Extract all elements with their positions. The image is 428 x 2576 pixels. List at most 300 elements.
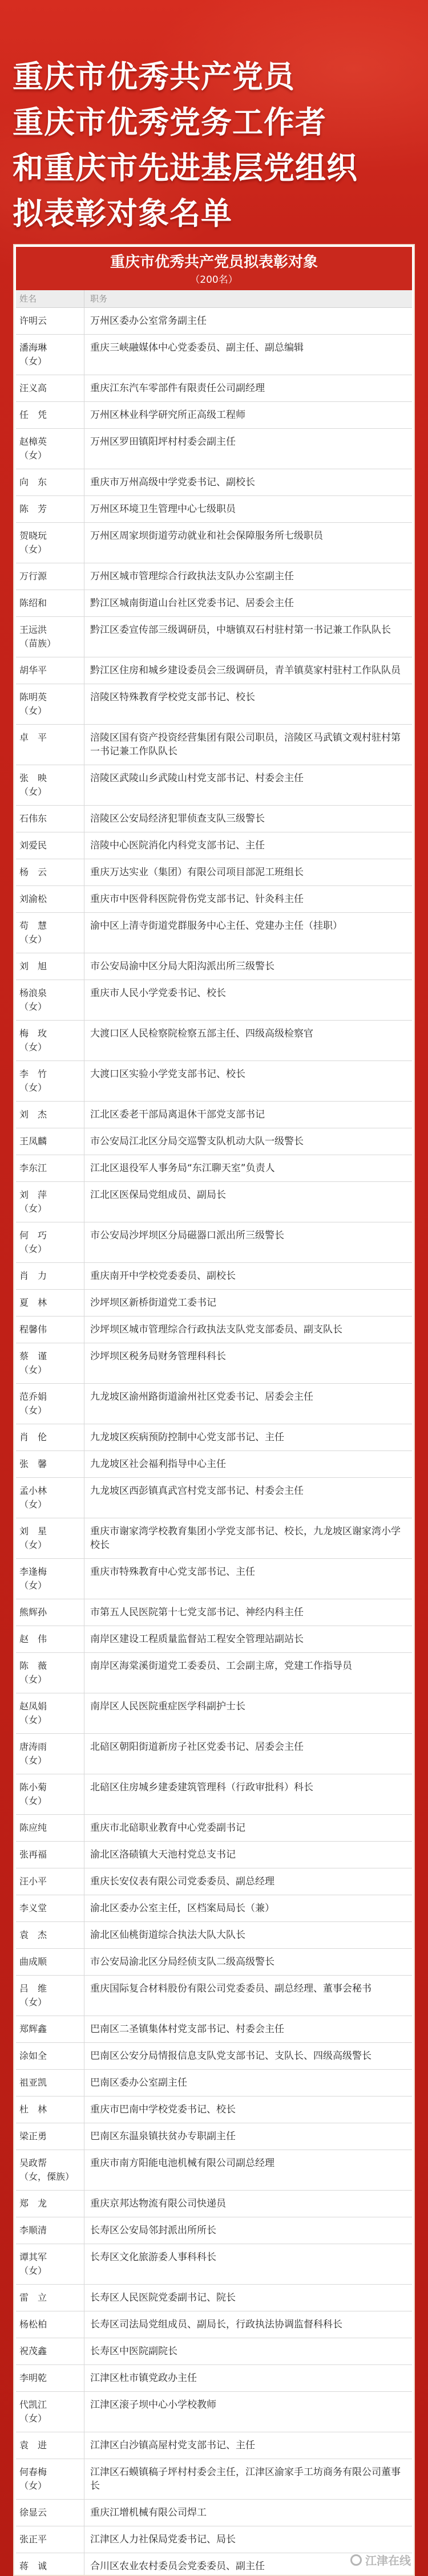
name-cell — [16, 2070, 84, 2096]
position-cell: 重庆国际复合材料股份有限公司党委委员、副总经理、董事会秘书 — [90, 1983, 372, 1994]
person-name: 潘海琳 — [19, 342, 47, 353]
name-cell — [16, 590, 84, 616]
table-row — [16, 1922, 412, 1949]
title-line: 拟表彰对象名单 — [13, 196, 232, 231]
person-name: 刘 星 — [19, 1526, 47, 1537]
position-cell: 涪陵区国有资产投资经营集团有限公司职员，涪陵区马武镇文观村驻村第一书记兼工作队队长 — [90, 732, 401, 757]
position-cell: 市第五人民医院第十七党支部书记、神经内科主任 — [90, 1607, 304, 1618]
person-name: 陈 芳 — [19, 503, 47, 514]
position-cell: 大渡口区实验小学党支部书记、校长 — [90, 1068, 245, 1080]
person-name: 谭其军 — [19, 2252, 47, 2262]
name-cell — [16, 2150, 84, 2190]
name-cell — [16, 1599, 84, 1626]
position-cell: 涪陵区特殊教育学校党支部书记、校长 — [90, 692, 255, 703]
name-cell — [16, 2043, 84, 2069]
table-row — [16, 1868, 412, 1895]
person-name: 万行源 — [19, 571, 47, 582]
position-cell: 北碚区住房城乡建委建筑管理科（行政审批科）科长 — [90, 1782, 313, 1793]
name-cell — [16, 1478, 84, 1518]
name-cell — [16, 2459, 84, 2499]
table-row — [16, 2285, 412, 2311]
position-cell: 南岸区人民医院重症医学科副护士长 — [90, 1701, 245, 1712]
person-name: 陈小菊 — [19, 1782, 47, 1793]
name-cell — [16, 1815, 84, 1841]
position-cell: 市公安局渝北区分局经侦支队二级高级警长 — [90, 1956, 274, 1968]
table-row — [16, 1949, 412, 1976]
person-name: 雷 立 — [19, 2292, 47, 2303]
name-cell — [16, 308, 84, 334]
person-name: 刘 萍 — [19, 1189, 47, 1200]
person-name: 孟小林 — [19, 1485, 47, 1496]
person-tag: （女） — [19, 934, 47, 945]
position-cell: 合川区农业农村委员会党委委员、副主任 — [90, 2561, 265, 2572]
name-cell — [16, 657, 84, 684]
person-name: 唐涛雨 — [19, 1741, 47, 1752]
table-row — [16, 375, 412, 402]
name-cell — [16, 2432, 84, 2459]
position-cell: 九龙坡区渝州路街道渝州社区党委书记、居委会主任 — [90, 1391, 313, 1403]
position-cell: 重庆市巴南中学校党委书记、校长 — [90, 2104, 236, 2115]
table-row — [16, 1451, 412, 1478]
position-cell: 重庆市人民小学党委书记、校长 — [90, 988, 226, 999]
person-tag: （女） — [19, 1795, 47, 1806]
table-body — [16, 308, 412, 2576]
position-cell: 沙坪坝区税务局财务管理科科长 — [90, 1351, 226, 1362]
section-count: （200名） — [190, 274, 238, 286]
table-row — [16, 765, 412, 806]
position-cell: 长寿区文化旅游委人事科科长 — [90, 2252, 216, 2263]
person-name: 杨松柏 — [19, 2319, 47, 2330]
person-name: 王远洪 — [19, 624, 47, 635]
table-row — [16, 1343, 412, 1384]
person-tag: （女） — [19, 2413, 47, 2424]
person-name: 任 凭 — [19, 409, 47, 420]
person-name: 许明云 — [19, 315, 47, 326]
position-cell: 重庆万达实业（集团）有限公司项目部泥工班组长 — [90, 867, 304, 878]
position-cell: 沙坪坝区城市管理综合行政执法支队党支部委员、副支队长 — [90, 1324, 342, 1335]
table-row — [16, 832, 412, 859]
person-name: 苟 慧 — [19, 920, 47, 931]
person-name: 杨 云 — [19, 867, 47, 877]
person-tag: （女） — [19, 1244, 47, 1254]
position-cell: 黔江区城南街道山台社区党委书记、居委会主任 — [90, 598, 294, 609]
name-cell — [16, 1626, 84, 1652]
person-name: 曲成顺 — [19, 1956, 47, 1967]
name-cell — [16, 375, 84, 401]
name-cell — [16, 1155, 84, 1181]
person-name: 王凤麟 — [19, 1136, 47, 1147]
position-cell: 长寿区人民医院党委副书记、院长 — [90, 2292, 236, 2303]
title-line: 重庆市优秀党务工作者 — [13, 104, 326, 140]
position-cell: 涪陵中心医院消化内科党支部书记、主任 — [90, 840, 265, 851]
name-cell — [16, 859, 84, 885]
name-cell — [16, 1384, 84, 1424]
table-row — [16, 1384, 412, 1424]
name-cell — [16, 913, 84, 953]
name-cell — [16, 563, 84, 590]
position-cell: 黔江区住房和城乡建设委员会三级调研员，青羊镇莫家村驻村工作队队员 — [90, 665, 401, 676]
person-name: 赵凤娟 — [19, 1701, 47, 1712]
person-name: 卓 平 — [19, 732, 47, 743]
watermark-icon — [350, 2554, 362, 2566]
position-cell: 市公安局江北区分局交巡警支队机动大队一级警长 — [90, 1136, 304, 1147]
table-row — [16, 1815, 412, 1842]
person-name: 李东江 — [19, 1163, 47, 1173]
position-cell: 渝北区洛碛镇大天池村党总支书记 — [90, 1849, 236, 1860]
person-name: 肖 伦 — [19, 1432, 47, 1443]
name-cell — [16, 1451, 84, 1477]
position-cell: 重庆市万州高级中学党委书记、副校长 — [90, 477, 255, 488]
person-name: 祖亚凯 — [19, 2077, 47, 2088]
name-cell — [16, 1343, 84, 1383]
page-title — [13, 54, 415, 237]
person-tag: （女） — [19, 2265, 47, 2276]
table-row — [16, 2191, 412, 2217]
position-cell: 江津区杜市镇党政办主任 — [90, 2372, 197, 2384]
position-cell: 巴南区二圣镇集体村党支部书记、村委会主任 — [90, 2024, 284, 2035]
person-name: 范乔娟 — [19, 1391, 47, 1402]
table-row — [16, 1290, 412, 1317]
position-cell: 江北区医保局党组成员、副局长 — [90, 1189, 226, 1201]
table-row — [16, 523, 412, 563]
table-row — [16, 1653, 412, 1693]
position-cell: 南岸区海棠溪街道党工委委员、工会副主席，党建工作指导员 — [90, 1660, 352, 1672]
position-cell: 万州区环境卫生管理中心七级职员 — [90, 503, 236, 515]
title-line: 重庆市优秀共产党员 — [13, 59, 295, 95]
table-row — [16, 469, 412, 496]
person-tag: （女） — [19, 1203, 47, 1214]
person-name: 涂如全 — [19, 2050, 47, 2061]
position-cell: 万州区罗田镇阳坪村村委会副主任 — [90, 436, 236, 448]
person-name: 杨浪泉 — [19, 988, 47, 998]
table-row — [16, 886, 412, 913]
person-tag: （女） — [19, 1082, 47, 1093]
name-cell — [16, 496, 84, 522]
table-row — [16, 1626, 412, 1653]
table-row — [16, 2500, 412, 2526]
name-cell — [16, 1559, 84, 1599]
name-cell — [16, 1317, 84, 1343]
name-cell — [16, 1061, 84, 1101]
name-cell — [16, 2338, 84, 2364]
name-cell — [16, 335, 84, 375]
person-name: 贺晓玩 — [19, 530, 47, 541]
person-tag: （苗族） — [19, 638, 56, 649]
person-name: 汪小平 — [19, 1876, 47, 1887]
person-name: 陈 薇 — [19, 1660, 47, 1671]
name-cell — [16, 1774, 84, 1814]
name-cell — [16, 1102, 84, 1128]
person-name: 李义堂 — [19, 1903, 47, 1913]
table-row — [16, 657, 412, 684]
table-row — [16, 1478, 412, 1518]
person-tag: （女） — [19, 1539, 47, 1550]
person-name: 袁 进 — [19, 2440, 47, 2451]
name-cell — [16, 2553, 84, 2576]
position-cell: 九龙坡区疾病预防控制中心党支部书记、主任 — [90, 1432, 284, 1443]
table-row — [16, 1895, 412, 1922]
position-cell: 重庆江东汽车零部件有限责任公司副经理 — [90, 383, 265, 394]
person-name: 蔡 谨 — [19, 1351, 47, 1362]
person-tag: （女） — [19, 2480, 47, 2491]
person-tag: （女） — [19, 1714, 47, 1725]
table-row — [16, 1155, 412, 1182]
position-cell: 江津区白沙镇高屋村党支部书记、主任 — [90, 2440, 255, 2451]
person-name: 陈明英 — [19, 692, 47, 702]
table-row — [16, 2338, 412, 2365]
position-cell: 渝北区仙桃街道综合执法大队大队长 — [90, 1929, 245, 1941]
person-tag: （女） — [19, 544, 47, 555]
position-cell: 重庆市谢家湾学校教育集团小学党支部书记、校长，九龙坡区谢家湾小学校长 — [90, 1526, 401, 1551]
person-name: 吕 维 — [19, 1983, 47, 1994]
person-name: 赵樟英 — [19, 436, 47, 447]
table-row — [16, 2392, 412, 2432]
table-row — [16, 1693, 412, 1734]
position-cell: 江津区石蟆镇稿子坪村村委会主任，江津区渝家手工坊商务有限公司董事长 — [90, 2467, 401, 2492]
name-cell — [16, 684, 84, 724]
name-cell — [16, 1653, 84, 1693]
position-cell: 江北区委老干部局离退休干部党支部书记 — [90, 1109, 265, 1120]
name-cell — [16, 2016, 84, 2042]
person-name: 李明乾 — [19, 2372, 47, 2383]
person-name: 刘 杰 — [19, 1109, 47, 1120]
name-cell — [16, 2123, 84, 2150]
position-cell: 重庆市中医骨科医院骨伤党支部书记、针灸科主任 — [90, 893, 304, 905]
person-name: 张 馨 — [19, 1458, 47, 1469]
person-name: 袁 杰 — [19, 1929, 47, 1940]
position-cell: 涪陵区公安局经济犯罪侦查支队三级警长 — [90, 813, 265, 824]
person-name: 祝茂鑫 — [19, 2346, 47, 2356]
table-row — [16, 2244, 412, 2285]
position-cell: 重庆京邦达物流有限公司快递员 — [90, 2198, 226, 2209]
person-name: 何 巧 — [19, 1230, 47, 1241]
position-cell: 沙坪坝区新桥街道党工委书记 — [90, 1297, 216, 1309]
name-cell — [16, 1290, 84, 1316]
name-cell — [16, 2526, 84, 2553]
position-cell: 江北区退役军人事务局“东江聊天室”负责人 — [90, 1163, 275, 1174]
name-cell — [16, 2217, 84, 2244]
person-name: 胡华平 — [19, 665, 47, 676]
name-cell — [16, 2392, 84, 2432]
table-row — [16, 2526, 412, 2553]
table-row — [16, 2070, 412, 2096]
name-cell — [16, 953, 84, 980]
name-cell — [16, 523, 84, 563]
person-name: 李顺清 — [19, 2225, 47, 2236]
person-tag: （女） — [19, 1001, 47, 1012]
person-tag: （女） — [19, 450, 47, 461]
list-box — [13, 244, 415, 2576]
table-header — [16, 290, 412, 308]
table-row — [16, 1061, 412, 1102]
name-cell — [16, 725, 84, 765]
person-tag: （女） — [19, 356, 47, 367]
position-cell: 渝中区上清寺街道党群服务中心主任、党建办主任（挂职） — [90, 920, 342, 932]
column-header-position: 职务 — [90, 294, 108, 304]
name-cell — [16, 1842, 84, 1868]
name-cell — [16, 1976, 84, 2016]
position-cell: 重庆江增机械有限公司焊工 — [90, 2507, 207, 2518]
position-cell: 重庆市北碚职业教育中心党委副书记 — [90, 1822, 245, 1834]
table-row — [16, 913, 412, 953]
table-row — [16, 859, 412, 886]
position-cell: 万州区委办公室常务副主任 — [90, 315, 207, 327]
position-cell: 长寿区中医院副院长 — [90, 2346, 177, 2357]
person-name: 陈应纯 — [19, 1822, 47, 1833]
name-cell — [16, 1922, 84, 1948]
person-tag: （女） — [19, 1580, 47, 1591]
name-cell — [16, 886, 84, 912]
person-name: 肖 力 — [19, 1270, 47, 1281]
position-cell: 黔江区委宣传部三级调研员，中塘镇双石村驻村第一书记兼工作队队长 — [90, 624, 391, 636]
table-row — [16, 1518, 412, 1559]
watermark-text: 江津在线 — [365, 2554, 411, 2567]
person-name: 刘爱民 — [19, 840, 47, 851]
person-name: 刘渝松 — [19, 893, 47, 904]
person-name: 蒋 诚 — [19, 2561, 47, 2571]
position-cell: 市公安局沙坪坝区分局磁器口派出所三级警长 — [90, 1230, 284, 1241]
person-name: 郑辉鑫 — [19, 2024, 47, 2034]
name-cell — [16, 1021, 84, 1061]
watermark — [350, 2551, 411, 2568]
position-cell: 江津区滚子坝中心小学校教师 — [90, 2399, 216, 2411]
name-cell — [16, 2311, 84, 2338]
table-row — [16, 402, 412, 429]
table-row — [16, 1976, 412, 2016]
position-cell: 万州区周家坝街道劳动就业和社会保障服务所七级职员 — [90, 530, 323, 542]
position-cell: 重庆市南方阳能电池机械有限公司副总经理 — [90, 2157, 274, 2169]
position-cell: 巴南区东温泉镇扶贫办专职副主任 — [90, 2131, 236, 2142]
position-cell: 江津区人力社保局党委书记、局长 — [90, 2534, 236, 2545]
name-cell — [16, 1182, 84, 1222]
position-cell: 巴南区公安分局情报信息支队党支部书记、支队长、四级高级警长 — [90, 2050, 372, 2062]
name-cell — [16, 2244, 84, 2284]
position-cell: 北碚区朝阳街道新房子社区党委书记、居委会主任 — [90, 1741, 304, 1753]
table-row — [16, 496, 412, 523]
person-name: 梅 玫 — [19, 1028, 47, 1039]
column-header-name: 姓名 — [16, 290, 84, 307]
name-cell — [16, 1518, 84, 1558]
name-cell — [16, 1222, 84, 1262]
name-cell — [16, 1734, 84, 1774]
name-cell — [16, 1128, 84, 1155]
table-row — [16, 617, 412, 657]
person-name: 熊辉孙 — [19, 1607, 47, 1618]
position-cell: 长寿区公安局邻封派出所所长 — [90, 2225, 216, 2236]
person-tag: （女） — [19, 1405, 47, 1416]
position-cell: 九龙坡区社会福利指导中心主任 — [90, 1458, 226, 1470]
section-header — [16, 247, 412, 290]
table-row — [16, 1599, 412, 1626]
person-tag: （女） — [19, 786, 47, 797]
person-tag: （女） — [19, 1042, 47, 1053]
name-cell — [16, 617, 84, 657]
table-row — [16, 1774, 412, 1815]
name-cell — [16, 2191, 84, 2217]
person-name: 赵 伟 — [19, 1634, 47, 1644]
table-row — [16, 2123, 412, 2150]
name-cell — [16, 1868, 84, 1895]
table-row — [16, 1021, 412, 1061]
table-row — [16, 1222, 412, 1263]
person-tag: （女） — [19, 1755, 47, 1766]
table-row — [16, 1128, 412, 1155]
table-row — [16, 308, 412, 335]
person-name: 汪义高 — [19, 383, 47, 393]
position-cell: 九龙坡区西彭镇真武宫村党支部书记、村委会主任 — [90, 1485, 304, 1497]
table-row — [16, 2459, 412, 2500]
table-row — [16, 953, 412, 980]
title-line: 和重庆市先进基层党组织 — [13, 150, 358, 186]
position-cell: 万州区林业科学研究所正高级工程师 — [90, 409, 245, 421]
name-cell — [16, 980, 84, 1020]
name-cell — [16, 1424, 84, 1450]
table-row — [16, 1734, 412, 1774]
table-row — [16, 1317, 412, 1343]
table-row — [16, 980, 412, 1021]
person-tag: （女，傈族） — [19, 2171, 75, 2182]
table-row — [16, 1102, 412, 1128]
table-row — [16, 563, 412, 590]
table-row — [16, 429, 412, 469]
name-cell — [16, 1949, 84, 1975]
person-tag: （女） — [19, 1674, 47, 1685]
person-tag: （女） — [19, 1364, 47, 1375]
table-row — [16, 2217, 412, 2244]
table-row — [16, 335, 412, 375]
position-cell: 重庆长安仪表有限公司党委委员、副总经理 — [90, 1876, 274, 1887]
table-row — [16, 1424, 412, 1451]
name-cell — [16, 429, 84, 469]
person-name: 夏 林 — [19, 1297, 47, 1308]
table-row — [16, 2096, 412, 2123]
name-cell — [16, 2365, 84, 2391]
person-name: 何春梅 — [19, 2467, 47, 2477]
position-cell: 市公安局渝中区分局大阳沟派出所三级警长 — [90, 961, 274, 972]
person-tag: （女） — [19, 1997, 47, 2008]
table-row — [16, 2365, 412, 2392]
person-name: 徐显云 — [19, 2507, 47, 2518]
name-cell — [16, 402, 84, 428]
person-name: 代凯江 — [19, 2399, 47, 2410]
table-row — [16, 2150, 412, 2191]
name-cell — [16, 765, 84, 805]
table-row — [16, 684, 412, 725]
person-name: 李 竹 — [19, 1068, 47, 1079]
name-cell — [16, 2285, 84, 2311]
person-name: 梁正勇 — [19, 2131, 47, 2142]
position-cell: 涪陵区武陵山乡武陵山村党支部书记、村委会主任 — [90, 773, 304, 784]
table-row — [16, 1182, 412, 1222]
name-cell — [16, 1895, 84, 1921]
section-title: 重庆市优秀共产党员拟表彰对象 — [110, 254, 318, 271]
name-cell — [16, 832, 84, 859]
person-name: 刘 旭 — [19, 961, 47, 972]
person-tag: （女） — [19, 705, 47, 716]
person-name: 李逢梅 — [19, 1566, 47, 1577]
name-cell — [16, 2500, 84, 2526]
name-cell — [16, 1693, 84, 1733]
position-cell: 南岸区建设工程质量监督站工程安全管理站副站长 — [90, 1634, 304, 1645]
position-cell: 大渡口区人民检察院检察五部主任、四级高级检察官 — [90, 1028, 313, 1039]
name-cell — [16, 806, 84, 832]
table-row — [16, 1559, 412, 1599]
table-row — [16, 2432, 412, 2459]
position-cell: 长寿区司法局党组成员、副局长，行政执法协调监督科科长 — [90, 2319, 342, 2330]
person-name: 吴政帮 — [19, 2157, 47, 2168]
name-cell — [16, 1263, 84, 1289]
table-row — [16, 1842, 412, 1868]
